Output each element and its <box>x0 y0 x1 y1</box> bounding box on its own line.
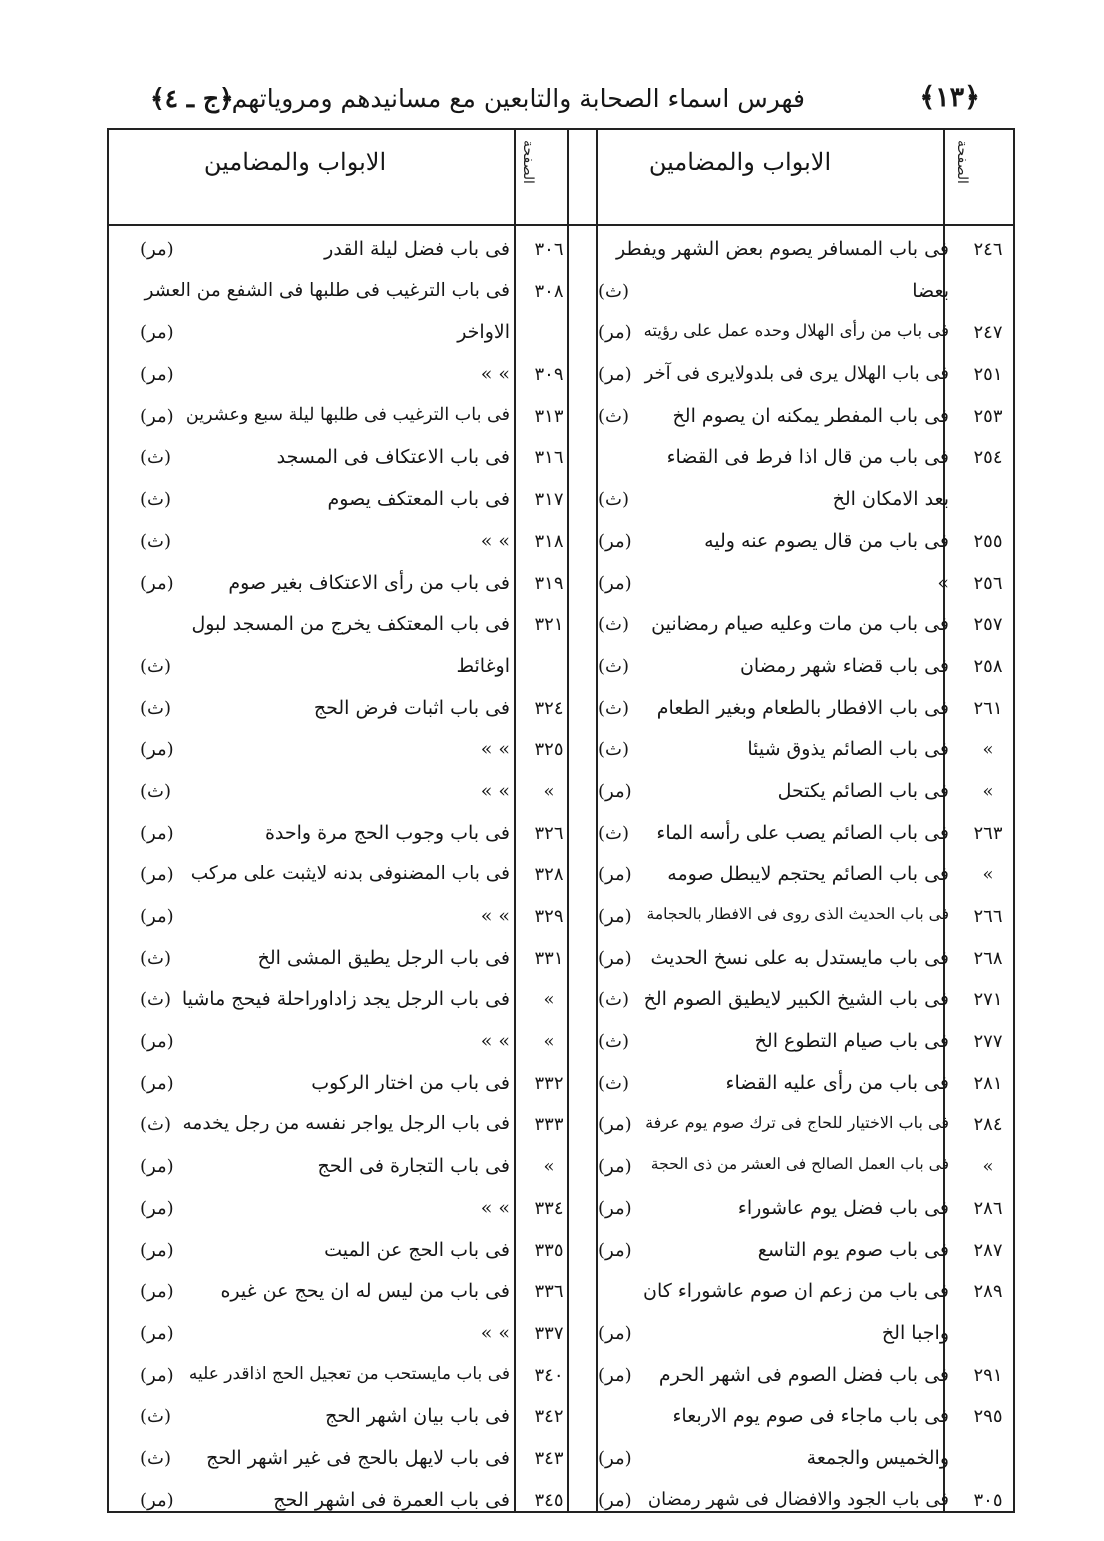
entry-reference: (ث) <box>598 822 629 844</box>
entry-title: فى باب الشيخ الكبير لايطيق الصوم الخ <box>643 988 949 1011</box>
entry-reference: (ث) <box>140 697 171 719</box>
entry-reference: (ث) <box>140 1114 171 1136</box>
entry-reference: (مر) <box>140 1364 174 1386</box>
right-page-label: الصفحة <box>954 140 970 184</box>
entry-page-number: ٣٠٥ <box>973 1489 1003 1511</box>
entry-page-number: ٢٨١ <box>973 1072 1003 1094</box>
entry-title: فى باب من رأى الاعتكاف بغير صوم <box>228 571 510 594</box>
index-entry <box>140 900 572 942</box>
entry-title: فى باب الصائم يحتجم لايبطل صومه <box>667 863 949 886</box>
entry-title: فى باب الاختيار للحاج فى ترك صوم يوم عرفة <box>645 1113 949 1133</box>
index-entry <box>598 441 1011 483</box>
entry-title: » » <box>480 905 510 927</box>
index-entry <box>140 1442 572 1484</box>
entry-title: فى باب المسافر يصوم بعض الشهر ويفطر <box>616 238 949 260</box>
entry-reference: (مر) <box>140 739 174 761</box>
entry-page-number: ٢٦٣ <box>973 822 1003 844</box>
entry-title: فى باب ماجاء فى صوم يوم الاربعاء <box>672 1405 949 1428</box>
entry-title: فى باب المعتكف يخرج من المسجد لبول <box>191 613 510 636</box>
index-entry <box>598 1442 1011 1484</box>
entry-page-number: » <box>543 1031 555 1053</box>
entry-reference: (ث) <box>598 655 629 677</box>
index-entry <box>140 1359 572 1401</box>
entry-page-number: ٢٧١ <box>973 989 1003 1011</box>
entry-page-number: ٣٢٤ <box>534 697 564 719</box>
entry-reference: (مر) <box>140 364 174 386</box>
entry-title: فى باب فضل ليلة القدر <box>324 238 510 260</box>
entry-title: فى باب من مات وعليه صيام رمضانين <box>651 613 949 636</box>
entry-reference: (ث) <box>598 1031 629 1053</box>
entry-page-number: ٢٨٤ <box>973 1114 1003 1136</box>
entry-page-number: ٢٥٨ <box>973 655 1003 677</box>
entry-reference: (مر) <box>598 1447 632 1469</box>
entry-reference: (مر) <box>598 1322 632 1344</box>
entry-reference: (ث) <box>598 697 629 719</box>
entry-title: فى باب من قال يصوم عنه وليه <box>704 529 949 552</box>
index-entry <box>140 608 572 650</box>
entry-title: » » <box>480 363 510 386</box>
entry-title: فى باب الصائم يكتحل <box>777 779 949 802</box>
entry-page-number: ٢٥١ <box>973 364 1003 386</box>
entry-page-number: ٢٥٣ <box>973 405 1003 427</box>
entry-page-number: ٢٤٧ <box>973 322 1003 344</box>
entry-reference: (مر) <box>598 947 632 969</box>
entry-reference: (ث) <box>140 947 171 969</box>
entry-reference: (مر) <box>140 405 174 427</box>
entry-reference: (ث) <box>140 655 171 677</box>
index-entry <box>140 1400 572 1442</box>
entry-reference: (مر) <box>598 864 632 886</box>
entry-title: فى باب من ليس له ان يحج عن غيره <box>220 1280 510 1303</box>
index-entry <box>140 1275 572 1317</box>
entry-title: واجبا الخ <box>881 1321 949 1344</box>
entry-reference: (ث) <box>598 739 629 761</box>
index-entry <box>598 608 1011 650</box>
entry-reference: (مر) <box>140 906 174 927</box>
index-entry <box>598 1192 1011 1234</box>
entry-page-number: ٢٩١ <box>973 1364 1003 1386</box>
entry-page-number: ٣٣١ <box>534 947 564 969</box>
entry-reference: (مر) <box>140 822 174 844</box>
page-number: ﴿١٣﴾ <box>919 82 980 113</box>
entry-page-number: » <box>543 989 555 1011</box>
index-entry <box>140 1150 572 1192</box>
index-entry <box>598 400 1011 442</box>
entry-reference: (ث) <box>598 489 629 511</box>
entry-reference: (مر) <box>598 364 632 386</box>
entry-page-number: ٢٦٨ <box>973 947 1003 969</box>
entry-reference: (مر) <box>140 1072 174 1094</box>
index-entry <box>598 1234 1011 1276</box>
entry-title: فى باب فضل الصوم فى اشهر الحرم <box>658 1363 949 1386</box>
entry-title: فى باب فضل يوم عاشوراء <box>737 1196 949 1219</box>
entry-page-number: » <box>982 864 994 886</box>
entry-title: فى باب من قال اذا فرط فى القضاء <box>666 446 949 469</box>
index-entry <box>598 567 1011 609</box>
entry-page-number: ٣٣٣ <box>534 1114 564 1136</box>
entry-title: فى باب الافطار بالطعام وبغير الطعام <box>656 696 949 719</box>
entry-reference: (ث) <box>140 1406 171 1428</box>
entry-title: بعد الامكان الخ <box>832 488 949 511</box>
entry-title: فى باب بيان اشهر الحج <box>325 1405 510 1428</box>
entry-reference: (مر) <box>140 239 174 260</box>
header-rule <box>109 224 1013 226</box>
entry-page-number: ٣٣٢ <box>534 1072 564 1094</box>
index-entry <box>598 858 1011 900</box>
page-title: فهرس اسماء الصحابة والتابعين مع مسانيدهم ومروياتهم <box>231 84 805 113</box>
entry-reference: (مر) <box>140 1489 174 1511</box>
entry-reference: (مر) <box>598 1239 632 1261</box>
entry-title: فى باب من رأى الهلال وحده عمل على رؤيته <box>643 321 949 341</box>
index-entry <box>598 650 1011 692</box>
index-entry <box>598 817 1011 859</box>
entry-title: » » <box>480 1321 510 1344</box>
entry-reference: (مر) <box>140 1197 174 1219</box>
entry-reference: (مر) <box>598 1114 632 1136</box>
entry-page-number: ٢٨٦ <box>973 1197 1003 1219</box>
entry-reference: (مر) <box>598 1197 632 1219</box>
entry-title: » » <box>480 1196 510 1219</box>
entry-title: » » <box>480 529 510 552</box>
entry-reference: (ث) <box>598 614 629 636</box>
entry-page-number: ٣٤٢ <box>534 1406 564 1428</box>
entry-page-number: ٣٣٤ <box>534 1197 564 1219</box>
index-entry <box>140 733 572 775</box>
entry-page-number: ٣٣٥ <box>534 1239 564 1261</box>
index-entry <box>598 942 1011 984</box>
entry-reference: (مر) <box>140 1031 174 1053</box>
entry-page-number: ٢٥٧ <box>973 614 1003 636</box>
entry-page-number: ٢٨٧ <box>973 1239 1003 1261</box>
index-entry <box>140 316 572 358</box>
entry-title: فى باب الاعتكاف فى المسجد <box>276 446 510 469</box>
entry-reference: (ث) <box>140 1447 171 1469</box>
index-entry <box>140 525 572 567</box>
index-entry <box>598 775 1011 817</box>
index-entry <box>140 983 572 1025</box>
entry-title: فى باب الجود والافضال فى شهر رمضان <box>647 1488 949 1510</box>
entry-page-number: ٣٣٦ <box>534 1281 564 1303</box>
entry-page-number: ٣٢٨ <box>534 864 564 886</box>
entry-title: فى باب الرجل يواجر نفسه من رجل يخدمه <box>182 1113 510 1135</box>
index-entry <box>598 983 1011 1025</box>
index-entry <box>598 692 1011 734</box>
entry-title: » » <box>480 738 510 761</box>
entry-title: فى باب من زعم ان صوم عاشوراء كان <box>643 1280 949 1303</box>
entry-page-number: ٣٤٠ <box>534 1364 564 1386</box>
entry-title: فى باب من رأى عليه القضاء <box>725 1071 949 1094</box>
index-entry <box>140 1192 572 1234</box>
index-entry <box>598 1359 1011 1401</box>
entry-title: فى باب صوم يوم التاسع <box>757 1238 949 1261</box>
index-entry <box>140 358 572 400</box>
volume-label: ﴿ج ـ ٤﴾ <box>150 84 234 113</box>
index-entry <box>140 1025 572 1067</box>
entry-reference: (مر) <box>598 1156 632 1178</box>
index-entry <box>140 1317 572 1359</box>
entry-reference: (مر) <box>140 1281 174 1303</box>
entry-reference: (مر) <box>140 1239 174 1261</box>
entry-page-number: ٢٩٥ <box>973 1406 1003 1428</box>
entry-reference: (مر) <box>598 1364 632 1386</box>
entry-reference: (مر) <box>598 322 632 344</box>
index-entry <box>598 483 1011 525</box>
entry-title: فى باب الحج عن الميت <box>324 1238 510 1261</box>
index-entry <box>598 316 1011 358</box>
entry-reference: (ث) <box>140 530 171 552</box>
entry-title: فى باب مايستدل به على نسخ الحديث <box>650 946 949 969</box>
index-entry <box>140 441 572 483</box>
entry-page-number: ٣١٧ <box>534 489 564 511</box>
entry-reference: (ث) <box>598 405 629 427</box>
entry-reference: (مر) <box>598 1489 632 1511</box>
entry-reference: (ث) <box>140 989 171 1011</box>
entry-page-number: ٣٢١ <box>534 614 564 636</box>
entry-page-number: ٣٣٧ <box>534 1322 564 1344</box>
entry-page-number: ٢٤٦ <box>973 239 1003 260</box>
index-entry <box>598 1025 1011 1067</box>
entry-page-number: » <box>982 739 994 761</box>
entry-page-number: » <box>982 780 994 802</box>
index-entry <box>598 733 1011 775</box>
entry-page-number: ٣٠٨ <box>534 280 564 302</box>
entry-title: فى باب مايستحب من تعجيل الحج اذاقدر عليه <box>188 1363 510 1384</box>
index-entry <box>140 233 572 275</box>
entry-title: » » <box>480 779 510 802</box>
entry-reference: (ث) <box>598 989 629 1011</box>
entry-reference: (مر) <box>140 322 174 344</box>
entry-page-number: ٣٠٦ <box>534 239 564 260</box>
entry-reference: (ث) <box>598 1072 629 1094</box>
index-entry <box>140 1484 572 1526</box>
entry-title: فى باب الرجل يطيق المشى الخ <box>257 946 510 969</box>
entry-title: فى باب من اختار الركوب <box>311 1071 510 1094</box>
entry-title: فى باب العمل الصالح فى العشر من ذى الحجة <box>650 1155 949 1174</box>
index-entry <box>140 1067 572 1109</box>
index-entry <box>598 1150 1011 1192</box>
entry-title: فى باب الترغيب فى طلبها فى الشفع من العشر <box>144 279 510 301</box>
entry-page-number: ٢٧٧ <box>973 1031 1003 1053</box>
index-entry <box>598 1484 1011 1526</box>
index-entry <box>140 483 572 525</box>
entry-title: فى باب وجوب الحج مرة واحدة <box>264 821 510 844</box>
entry-page-number: ٣٢٦ <box>534 822 564 844</box>
entry-reference: (ث) <box>598 280 629 302</box>
entry-page-number: ٢٥٦ <box>973 572 1003 594</box>
left-page-label: الصفحة <box>520 140 536 184</box>
entry-reference: (مر) <box>140 572 174 594</box>
index-entry <box>140 775 572 817</box>
entry-title: » » <box>480 1030 510 1053</box>
entry-page-number: ٣١٦ <box>534 447 564 469</box>
entry-page-number: ٣٤٥ <box>534 1489 564 1511</box>
index-entry <box>598 233 1011 275</box>
entry-page-number: ٣٠٩ <box>534 364 564 386</box>
left-column-heading: الابواب والمضامين <box>203 148 387 176</box>
entry-page-number: ٢٥٥ <box>973 530 1003 552</box>
entry-title: فى باب المضنوفى بدنه لايثبت على مركب <box>190 863 510 885</box>
index-entry <box>140 400 572 442</box>
entry-page-number: ٣١٣ <box>534 405 564 427</box>
index-entry <box>140 858 572 900</box>
entry-page-number: » <box>982 1156 994 1178</box>
entry-title: اوغائط <box>456 654 510 677</box>
entry-title: فى باب لايهل بالحج فى غير اشهر الحج <box>206 1446 510 1469</box>
entry-page-number: ٢٨٩ <box>973 1281 1003 1303</box>
entry-page-number: ٣٢٥ <box>534 739 564 761</box>
entry-page-number: ٢٦١ <box>973 697 1003 719</box>
entry-title: فى باب اثبات فرض الحج <box>313 696 510 719</box>
entry-title: » <box>937 571 949 594</box>
index-entry <box>598 1067 1011 1109</box>
entry-reference: (ث) <box>140 447 171 469</box>
entry-title: فى باب الرجل يجد زاداوراحلة فيحج ماشيا <box>181 988 510 1011</box>
entry-title: والخميس والجمعة <box>806 1446 949 1469</box>
entry-page-number: ٢٥٤ <box>973 447 1003 469</box>
entry-reference: (مر) <box>140 864 174 886</box>
index-entry <box>140 275 572 317</box>
entry-title: فى باب قضاء شهر رمضان <box>739 654 949 677</box>
entry-title: فى باب الهلال يرى فى بلدولايرى فى آخر <box>644 363 949 385</box>
index-entry <box>140 692 572 734</box>
entry-title: فى باب المعتكف يصوم <box>327 488 510 511</box>
entry-title: فى باب الصائم يذوق شيئا <box>747 738 949 761</box>
index-entry <box>140 1234 572 1276</box>
entry-title: فى باب المفطر يمكنه ان يصوم الخ <box>672 404 949 427</box>
entry-page-number: ٣٢٩ <box>534 906 564 927</box>
index-entry <box>140 650 572 692</box>
index-entry <box>598 275 1011 317</box>
entry-title: فى باب العمرة فى اشهر الحج <box>273 1488 510 1511</box>
page-header <box>150 82 980 122</box>
left-index-column <box>140 233 572 1525</box>
entry-page-number: » <box>543 1156 555 1178</box>
entry-page-number: » <box>543 780 555 802</box>
right-index-column <box>598 233 1011 1525</box>
entry-page-number: ٣٤٣ <box>534 1447 564 1469</box>
entry-page-number: ٣١٨ <box>534 530 564 552</box>
index-entry <box>598 1108 1011 1150</box>
entry-page-number: ٢٦٦ <box>973 906 1003 927</box>
index-entry <box>598 1275 1011 1317</box>
index-entry <box>598 1317 1011 1359</box>
entry-title: فى باب الترغيب فى طلبها ليلة سبع وعشرين <box>185 404 510 425</box>
entry-reference: (ث) <box>140 780 171 802</box>
entry-reference: (مر) <box>598 530 632 552</box>
index-entry <box>140 1108 572 1150</box>
entry-title: فى باب صيام التطوع الخ <box>754 1030 949 1053</box>
entry-reference: (مر) <box>140 1322 174 1344</box>
entry-reference: (ث) <box>140 489 171 511</box>
index-entry <box>598 358 1011 400</box>
entry-title: فى باب التجارة فى الحج <box>317 1155 510 1178</box>
index-entry <box>598 1400 1011 1442</box>
index-entry <box>598 525 1011 567</box>
index-entry <box>140 942 572 984</box>
entry-title: بعضا <box>912 279 949 302</box>
entry-reference: (مر) <box>140 1156 174 1178</box>
entry-reference: (مر) <box>598 780 632 802</box>
entry-title: فى باب الحديث الذى روى فى الافطار بالحجامة <box>646 905 949 923</box>
entry-title: فى باب الصائم يصب على رأسه الماء <box>656 821 949 844</box>
entry-reference: (مر) <box>598 906 632 927</box>
index-entry <box>598 900 1011 942</box>
index-entry <box>140 817 572 859</box>
entry-page-number: ٣١٩ <box>534 572 564 594</box>
entry-reference: (مر) <box>598 572 632 594</box>
index-entry <box>140 567 572 609</box>
entry-title: الاواخر <box>457 321 510 344</box>
right-column-heading: الابواب والمضامين <box>648 148 832 176</box>
